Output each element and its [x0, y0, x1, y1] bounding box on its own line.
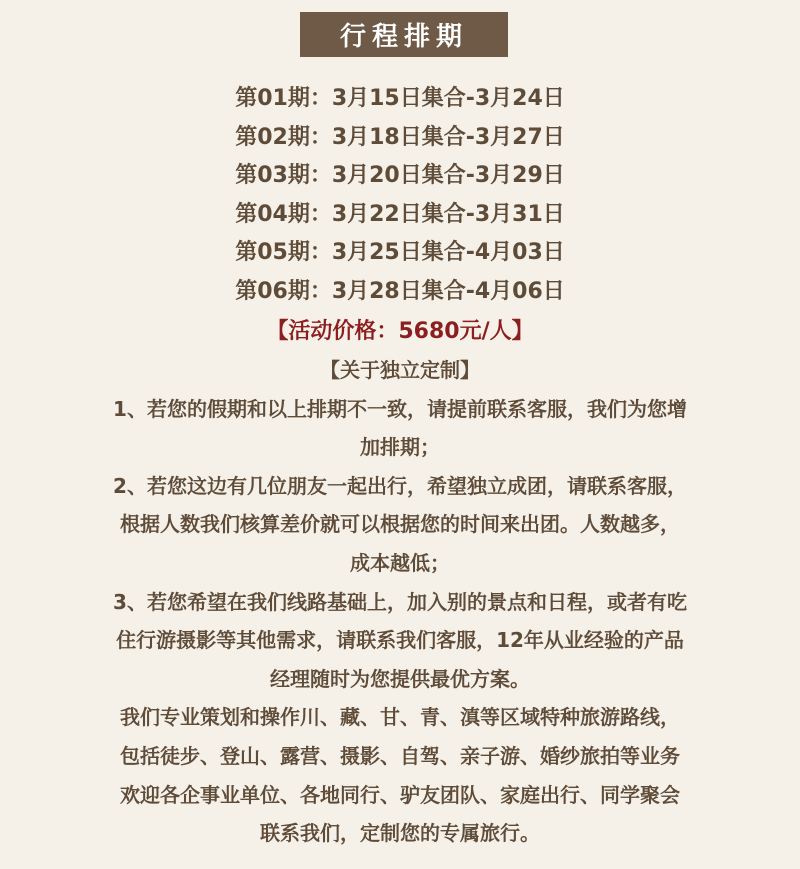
- info-line: 2、若您这边有几位朋友一起出行，希望独立成团，请联系客服，: [113, 473, 687, 498]
- activity-price: 【活动价格：5680元/人】: [266, 319, 534, 344]
- info-line: 我们专业策划和操作川、藏、甘、青、滇等区域特种旅游路线，: [120, 705, 680, 730]
- schedule-list: [0, 80, 800, 312]
- section-title-banner: [300, 12, 508, 57]
- info-line: 经理随时为您提供最优方案。: [270, 666, 530, 691]
- info-line: 欢迎各企事业单位、各地同行、驴友团队、家庭出行、同学聚会: [120, 782, 680, 807]
- info-line: 住行游摄影等其他需求，请联系我们客服，12年从业经验的产品: [116, 628, 684, 653]
- info-line: 加排期；: [360, 435, 440, 460]
- custom-heading: 【关于独立定制】: [320, 358, 480, 382]
- info-line: 1、若您的假期和以上排期不一致，请提前联系客服，我们为您增: [113, 396, 687, 421]
- schedule-item: 第02期：3月18日集合-3月27日: [235, 124, 565, 150]
- info-line: 成本越低；: [350, 550, 450, 575]
- info-line: 联系我们，定制您的专属旅行。: [260, 821, 540, 846]
- schedule-item: 第04期：3月22日集合-3月31日: [235, 201, 565, 227]
- info-line: 3、若您希望在我们线路基础上，加入别的景点和日程，或者有吃: [113, 589, 687, 614]
- schedule-item: 第01期：3月15日集合-3月24日: [235, 86, 565, 111]
- custom-tour-info: [20, 351, 780, 853]
- schedule-item: 第05期：3月25日集合-4月03日: [235, 240, 565, 266]
- info-line: 根据人数我们核算差价就可以根据您的时间来出团。人数越多，: [120, 512, 680, 537]
- schedule-item: 第03期：3月20日集合-3月29日: [235, 163, 565, 189]
- section-title: 行程排期: [339, 22, 468, 52]
- info-line: 包括徒步、登山、露营、摄影、自驾、亲子游、婚纱旅拍等业务: [120, 743, 680, 768]
- schedule-item: 第06期：3月28日集合-4月06日: [235, 278, 565, 304]
